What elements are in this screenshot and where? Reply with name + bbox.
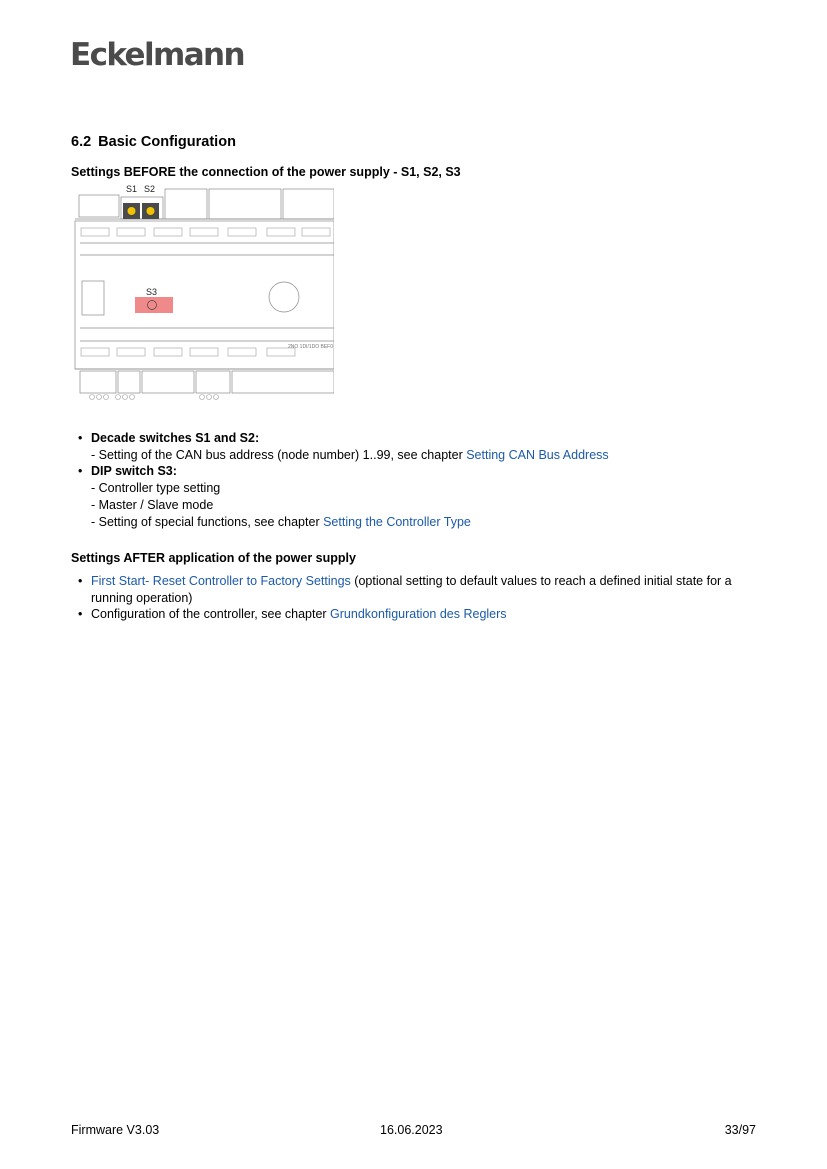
footer-firmware: Firmware V3.03 xyxy=(71,1123,160,1137)
footer-page-number: 33/97 xyxy=(724,1123,756,1137)
link-setting-can-bus-address[interactable]: Setting CAN Bus Address xyxy=(466,447,609,462)
section-title: Basic Configuration xyxy=(98,134,236,150)
link-grundkonfiguration[interactable]: Grundkonfiguration des Reglers xyxy=(330,607,507,622)
s3-highlight xyxy=(135,297,173,313)
controller-board-diagram xyxy=(72,183,334,405)
section-number: 6.2 xyxy=(71,134,92,150)
before-list xyxy=(76,430,609,530)
list-item: • Configuration of the controller, see chapter Grundkonfiguration des Reglers xyxy=(76,606,756,623)
company-logo: Eckelmann xyxy=(70,37,244,73)
s1-switch-dial xyxy=(128,207,136,215)
s2-switch-dial xyxy=(147,207,155,215)
list-item: • First Start- Reset Controller to Factory Settings (optional setting to default values to reach a defined initial state for a running operation) xyxy=(76,573,756,606)
s1-label: S1 xyxy=(126,184,138,194)
list-item: • Decade switches S1 and S2: - Setting of the CAN bus address (node number) 1..99, see chapter Setting CAN Bus Address xyxy=(76,430,609,463)
item-title: • Decade switches S1 and S2: xyxy=(91,431,260,445)
board-side-label: 2NO 1DI/1DO BEF0 xyxy=(288,344,334,350)
after-heading: Settings AFTER application of the power supply xyxy=(71,551,356,565)
after-list xyxy=(76,573,756,623)
s2-label: S2 xyxy=(144,184,156,194)
link-setting-controller-type[interactable]: Setting the Controller Type xyxy=(323,514,471,529)
link-first-start-reset[interactable]: First Start- Reset Controller to Factory Settings xyxy=(91,574,351,588)
before-heading: Settings BEFORE the connection of the power supply - S1, S2, S3 xyxy=(71,165,461,179)
section-heading xyxy=(71,134,236,151)
list-item: • DIP switch S3: - Controller type setting - Master / Slave mode - Setting of special functions, see chapter Setting the Controller Type xyxy=(76,463,609,530)
item-title: • DIP switch S3: xyxy=(91,464,177,479)
s3-label: S3 xyxy=(146,287,158,297)
footer-date: 16.06.2023 xyxy=(380,1123,443,1137)
